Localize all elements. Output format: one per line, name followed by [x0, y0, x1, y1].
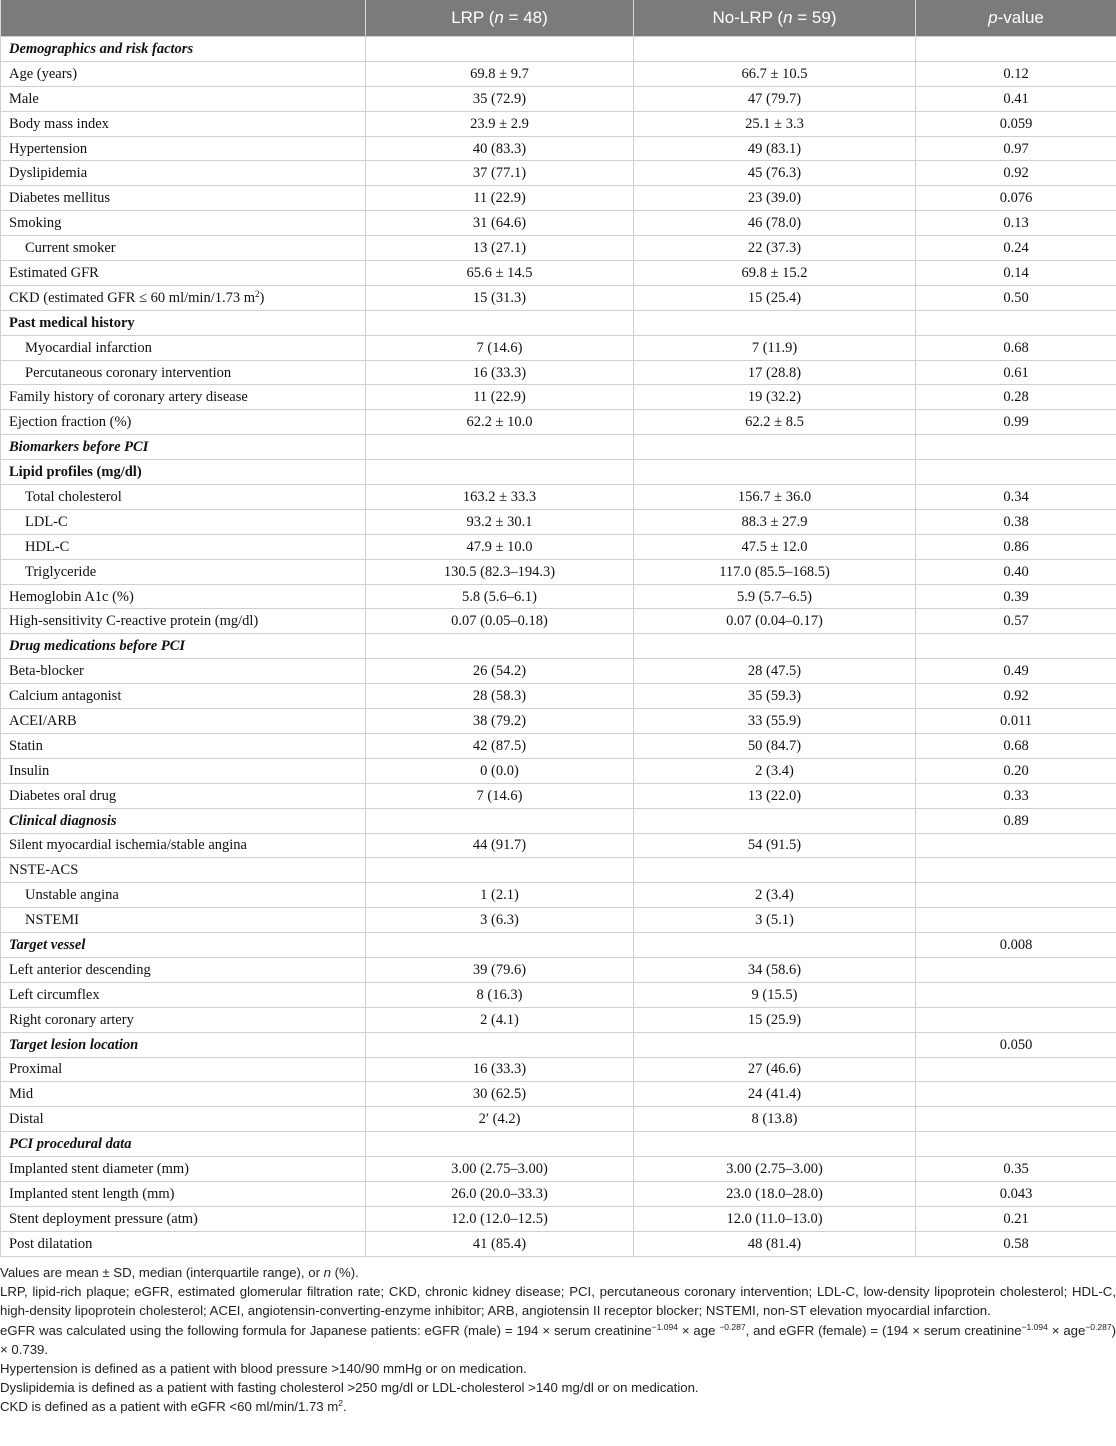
table-row — [1, 236, 1116, 261]
no-lrp-value — [634, 1132, 916, 1157]
lrp-value — [366, 808, 634, 833]
lrp-value: 11 (22.9) — [366, 186, 634, 211]
row-label: Stent deployment pressure (atm) — [1, 1206, 366, 1231]
lrp-value: 2′ (4.2) — [366, 1107, 634, 1132]
no-lrp-value: 9 (15.5) — [634, 982, 916, 1007]
p-value — [916, 310, 1116, 335]
no-lrp-value: 46 (78.0) — [634, 211, 916, 236]
no-lrp-value — [634, 1032, 916, 1057]
no-lrp-value: 3 (5.1) — [634, 908, 916, 933]
no-lrp-value: 8 (13.8) — [634, 1107, 916, 1132]
row-label: HDL-C — [1, 534, 366, 559]
row-label: Drug medications before PCI — [1, 634, 366, 659]
p-value — [916, 1107, 1116, 1132]
p-value: 0.61 — [916, 360, 1116, 385]
table-row — [1, 659, 1116, 684]
row-label: Statin — [1, 733, 366, 758]
table-row — [1, 1206, 1116, 1231]
no-lrp-value: 54 (91.5) — [634, 833, 916, 858]
row-label: Ejection fraction (%) — [1, 410, 366, 435]
row-label: Left circumflex — [1, 982, 366, 1007]
row-label: ACEI/ARB — [1, 709, 366, 734]
row-label: Clinical diagnosis — [1, 808, 366, 833]
lrp-value — [366, 310, 634, 335]
row-label: Distal — [1, 1107, 366, 1132]
lrp-value: 16 (33.3) — [366, 360, 634, 385]
no-lrp-value: 23.0 (18.0–28.0) — [634, 1181, 916, 1206]
lrp-value — [366, 634, 634, 659]
no-lrp-value: 2 (3.4) — [634, 758, 916, 783]
row-label: Age (years) — [1, 61, 366, 86]
row-label: Male — [1, 86, 366, 111]
header-variable — [1, 0, 366, 37]
footnote-dyslipidemia: Dyslipidemia is defined as a patient with fasting cholesterol >250 mg/dl or LDL-cholesterol >140 mg/dl or on medication. — [0, 1380, 699, 1396]
header-no-lrp: No-LRP (n = 59) — [634, 0, 916, 37]
row-label: Current smoker — [1, 236, 366, 261]
p-value: 0.39 — [916, 584, 1116, 609]
table-row — [1, 1007, 1116, 1032]
table-row — [1, 1157, 1116, 1182]
footnote-hypertension: Hypertension is defined as a patient with blood pressure >140/90 mmHg or on medication. — [0, 1361, 527, 1377]
row-label: PCI procedural data — [1, 1132, 366, 1157]
p-value — [916, 957, 1116, 982]
no-lrp-value: 24 (41.4) — [634, 1082, 916, 1107]
no-lrp-value: 3.00 (2.75–3.00) — [634, 1157, 916, 1182]
section-header-row — [1, 435, 1116, 460]
table-row — [1, 858, 1116, 883]
lrp-value: 11 (22.9) — [366, 385, 634, 410]
lrp-value: 3.00 (2.75–3.00) — [366, 1157, 634, 1182]
p-value — [916, 982, 1116, 1007]
no-lrp-value: 33 (55.9) — [634, 709, 916, 734]
table-row — [1, 1231, 1116, 1256]
row-label: Mid — [1, 1082, 366, 1107]
table-row — [1, 360, 1116, 385]
lrp-value: 39 (79.6) — [366, 957, 634, 982]
lrp-value: 35 (72.9) — [366, 86, 634, 111]
lrp-value — [366, 37, 634, 62]
p-value: 0.24 — [916, 236, 1116, 261]
table-row — [1, 111, 1116, 136]
row-label: Implanted stent diameter (mm) — [1, 1157, 366, 1182]
p-value: 0.57 — [916, 609, 1116, 634]
no-lrp-value: 88.3 ± 27.9 — [634, 509, 916, 534]
no-lrp-value: 50 (84.7) — [634, 733, 916, 758]
no-lrp-value: 12.0 (11.0–13.0) — [634, 1206, 916, 1231]
p-value: 0.50 — [916, 285, 1116, 310]
footnote-abbreviations: LRP, lipid-rich plaque; eGFR, estimated glomerular filtration rate; CKD, chronic kidney disease; PCI, percutaneous coronary intervention; LDL-C, low-density lipoprotein cholesterol; HDL-C, high-density lipoprotein cholesterol; ACEI, angiotensin-converting-enzyme inhibitor; ARB, angiotensin II receptor blocker; NSTEMI, non-ST elevation myocardial infarction. — [0, 1284, 1116, 1319]
p-value: 0.86 — [916, 534, 1116, 559]
lrp-value: 16 (33.3) — [366, 1057, 634, 1082]
row-label: Post dilatation — [1, 1231, 366, 1256]
p-value — [916, 883, 1116, 908]
p-value: 0.99 — [916, 410, 1116, 435]
footnote-values: Values are mean ± SD, median (interquartile range), or n (%). — [0, 1265, 359, 1280]
table-row — [1, 783, 1116, 808]
row-label: Biomarkers before PCI — [1, 435, 366, 460]
table-row — [1, 609, 1116, 634]
section-header-row — [1, 808, 1116, 833]
table-row — [1, 161, 1116, 186]
table-row — [1, 833, 1116, 858]
table-row — [1, 534, 1116, 559]
lrp-value: 26 (54.2) — [366, 659, 634, 684]
no-lrp-value: 0.07 (0.04–0.17) — [634, 609, 916, 634]
p-value: 0.33 — [916, 783, 1116, 808]
row-label: Beta-blocker — [1, 659, 366, 684]
no-lrp-value: 15 (25.9) — [634, 1007, 916, 1032]
lrp-value: 0 (0.0) — [366, 758, 634, 783]
no-lrp-value: 69.8 ± 15.2 — [634, 261, 916, 286]
row-label: Family history of coronary artery disease — [1, 385, 366, 410]
section-header-row — [1, 1132, 1116, 1157]
p-value: 0.92 — [916, 161, 1116, 186]
lrp-value: 38 (79.2) — [366, 709, 634, 734]
no-lrp-value: 47.5 ± 12.0 — [634, 534, 916, 559]
no-lrp-value: 2 (3.4) — [634, 883, 916, 908]
lrp-value — [366, 1032, 634, 1057]
table-row — [1, 559, 1116, 584]
no-lrp-value — [634, 634, 916, 659]
p-value: 0.35 — [916, 1157, 1116, 1182]
section-header-row — [1, 933, 1116, 958]
p-value: 0.68 — [916, 335, 1116, 360]
row-label: Demographics and risk factors — [1, 37, 366, 62]
lrp-value: 93.2 ± 30.1 — [366, 509, 634, 534]
row-label: Total cholesterol — [1, 485, 366, 510]
row-label: Myocardial infarction — [1, 335, 366, 360]
no-lrp-value — [634, 310, 916, 335]
no-lrp-value: 35 (59.3) — [634, 684, 916, 709]
lrp-value: 40 (83.3) — [366, 136, 634, 161]
lrp-value: 130.5 (82.3–194.3) — [366, 559, 634, 584]
row-label: Target vessel — [1, 933, 366, 958]
p-value: 0.21 — [916, 1206, 1116, 1231]
lrp-value: 13 (27.1) — [366, 236, 634, 261]
lrp-value: 1 (2.1) — [366, 883, 634, 908]
table-row — [1, 1082, 1116, 1107]
row-label: NSTE-ACS — [1, 858, 366, 883]
row-label: Diabetes oral drug — [1, 783, 366, 808]
row-label: Hypertension — [1, 136, 366, 161]
p-value: 0.059 — [916, 111, 1116, 136]
table-row — [1, 1181, 1116, 1206]
row-label: NSTEMI — [1, 908, 366, 933]
p-value — [916, 858, 1116, 883]
section-header-row — [1, 634, 1116, 659]
row-label: High-sensitivity C-reactive protein (mg/dl) — [1, 609, 366, 634]
p-value: 0.20 — [916, 758, 1116, 783]
lrp-value: 5.8 (5.6–6.1) — [366, 584, 634, 609]
p-value — [916, 1007, 1116, 1032]
p-value: 0.050 — [916, 1032, 1116, 1057]
section-header-row — [1, 37, 1116, 62]
p-value — [916, 435, 1116, 460]
p-value: 0.008 — [916, 933, 1116, 958]
table-row — [1, 261, 1116, 286]
row-label: Smoking — [1, 211, 366, 236]
footnote-ckd: CKD is defined as a patient with eGFR <60 ml/min/1.73 $m^2$. — [0, 1398, 347, 1415]
table-row — [1, 733, 1116, 758]
p-value: 0.58 — [916, 1231, 1116, 1256]
table-footnotes — [0, 1263, 1116, 1417]
row-label: Dyslipidemia — [1, 161, 366, 186]
row-label: Implanted stent length (mm) — [1, 1181, 366, 1206]
no-lrp-value: 15 (25.4) — [634, 285, 916, 310]
table-body — [1, 37, 1116, 1257]
row-label: Estimated GFR — [1, 261, 366, 286]
p-value — [916, 37, 1116, 62]
no-lrp-value: 27 (46.6) — [634, 1057, 916, 1082]
lrp-value: 47.9 ± 10.0 — [366, 534, 634, 559]
no-lrp-value: 28 (47.5) — [634, 659, 916, 684]
row-label: Left anterior descending — [1, 957, 366, 982]
lrp-value: 62.2 ± 10.0 — [366, 410, 634, 435]
row-label: Triglyceride — [1, 559, 366, 584]
no-lrp-value: 5.9 (5.7–6.5) — [634, 584, 916, 609]
no-lrp-value — [634, 37, 916, 62]
lrp-value: 12.0 (12.0–12.5) — [366, 1206, 634, 1231]
no-lrp-value: 62.2 ± 8.5 — [634, 410, 916, 435]
lrp-value: 30 (62.5) — [366, 1082, 634, 1107]
p-value: 0.14 — [916, 261, 1116, 286]
no-lrp-value: 47 (79.7) — [634, 86, 916, 111]
row-label: Target lesion location — [1, 1032, 366, 1057]
row-label: LDL-C — [1, 509, 366, 534]
table-row — [1, 883, 1116, 908]
no-lrp-value: 19 (32.2) — [634, 385, 916, 410]
table-row — [1, 285, 1116, 310]
lrp-value: 28 (58.3) — [366, 684, 634, 709]
lrp-value: 3 (6.3) — [366, 908, 634, 933]
section-header-row — [1, 1032, 1116, 1057]
subsection-header-row — [1, 310, 1116, 335]
row-label: Past medical history — [1, 310, 366, 335]
no-lrp-value: 13 (22.0) — [634, 783, 916, 808]
row-label: Hemoglobin A1c (%) — [1, 584, 366, 609]
row-label: Lipid profiles (mg/dl) — [1, 460, 366, 485]
table-row — [1, 186, 1116, 211]
row-label: Silent myocardial ischemia/stable angina — [1, 833, 366, 858]
table-row — [1, 485, 1116, 510]
lrp-value: 26.0 (20.0–33.3) — [366, 1181, 634, 1206]
p-value: 0.97 — [916, 136, 1116, 161]
lrp-value — [366, 933, 634, 958]
p-value: 0.076 — [916, 186, 1116, 211]
table-row — [1, 136, 1116, 161]
no-lrp-value — [634, 460, 916, 485]
lrp-value: 8 (16.3) — [366, 982, 634, 1007]
lrp-value: 31 (64.6) — [366, 211, 634, 236]
table-row — [1, 410, 1116, 435]
row-label: Proximal — [1, 1057, 366, 1082]
table-row — [1, 385, 1116, 410]
lrp-value: 44 (91.7) — [366, 833, 634, 858]
no-lrp-value — [634, 858, 916, 883]
row-label: Percutaneous coronary intervention — [1, 360, 366, 385]
p-value — [916, 1132, 1116, 1157]
p-value — [916, 634, 1116, 659]
lrp-value: 2 (4.1) — [366, 1007, 634, 1032]
header-lrp: LRP (n = 48) — [366, 0, 634, 37]
p-value: 0.41 — [916, 86, 1116, 111]
no-lrp-value: 117.0 (85.5–168.5) — [634, 559, 916, 584]
lrp-value: 7 (14.6) — [366, 783, 634, 808]
p-value: 0.12 — [916, 61, 1116, 86]
p-value: 0.49 — [916, 659, 1116, 684]
lrp-value: 7 (14.6) — [366, 335, 634, 360]
table-row — [1, 982, 1116, 1007]
lrp-value: 23.9 ± 2.9 — [366, 111, 634, 136]
no-lrp-value — [634, 933, 916, 958]
p-value: 0.28 — [916, 385, 1116, 410]
header-p-value: p-value — [916, 0, 1116, 37]
no-lrp-value: 25.1 ± 3.3 — [634, 111, 916, 136]
no-lrp-value: 45 (76.3) — [634, 161, 916, 186]
p-value: 0.40 — [916, 559, 1116, 584]
lrp-value: 163.2 ± 33.3 — [366, 485, 634, 510]
row-label: Unstable angina — [1, 883, 366, 908]
row-label: Right coronary artery — [1, 1007, 366, 1032]
lrp-value — [366, 1132, 634, 1157]
no-lrp-value — [634, 435, 916, 460]
lrp-value: 37 (77.1) — [366, 161, 634, 186]
table-row — [1, 908, 1116, 933]
table-row — [1, 86, 1116, 111]
p-value — [916, 460, 1116, 485]
row-label: Insulin — [1, 758, 366, 783]
no-lrp-value: 17 (28.8) — [634, 360, 916, 385]
table-row — [1, 61, 1116, 86]
p-value: 0.011 — [916, 709, 1116, 734]
p-value: 0.38 — [916, 509, 1116, 534]
lrp-value: 69.8 ± 9.7 — [366, 61, 634, 86]
no-lrp-value: 7 (11.9) — [634, 335, 916, 360]
lrp-value: 42 (87.5) — [366, 733, 634, 758]
p-value — [916, 1057, 1116, 1082]
footnote-egfr-formula: eGFR was calculated using the following formula for Japanese patients: eGFR (male) = 194 × serum creatinine$^{-1.094}$ × age $^{-0.287}$, and eGFR (female) = (194 × serum creatinine$^{-1.094}$ × age$^{-0.287}$) × 0.739. — [0, 1321, 1116, 1357]
lrp-value: 15 (31.3) — [366, 285, 634, 310]
p-value — [916, 833, 1116, 858]
table-row — [1, 509, 1116, 534]
p-value — [916, 908, 1116, 933]
p-value: 0.13 — [916, 211, 1116, 236]
p-value: 0.34 — [916, 485, 1116, 510]
lrp-value — [366, 460, 634, 485]
table-row — [1, 758, 1116, 783]
row-label: Body mass index — [1, 111, 366, 136]
row-label: CKD (estimated GFR ≤ 60 ml/min/1.73 $m^2$) — [1, 285, 366, 310]
no-lrp-value: 48 (81.4) — [634, 1231, 916, 1256]
table-header-row — [1, 0, 1116, 37]
p-value: 0.68 — [916, 733, 1116, 758]
no-lrp-value: 66.7 ± 10.5 — [634, 61, 916, 86]
p-value: 0.92 — [916, 684, 1116, 709]
lrp-value: 0.07 (0.05–0.18) — [366, 609, 634, 634]
no-lrp-value: 49 (83.1) — [634, 136, 916, 161]
table-row — [1, 584, 1116, 609]
table-row — [1, 335, 1116, 360]
subsection-header-row — [1, 460, 1116, 485]
table-row — [1, 1057, 1116, 1082]
p-value — [916, 1082, 1116, 1107]
no-lrp-value: 34 (58.6) — [634, 957, 916, 982]
lrp-value — [366, 858, 634, 883]
row-label: Calcium antagonist — [1, 684, 366, 709]
no-lrp-value: 156.7 ± 36.0 — [634, 485, 916, 510]
table-row — [1, 211, 1116, 236]
table-row — [1, 1107, 1116, 1132]
no-lrp-value: 22 (37.3) — [634, 236, 916, 261]
no-lrp-value: 23 (39.0) — [634, 186, 916, 211]
row-label: Diabetes mellitus — [1, 186, 366, 211]
table-row — [1, 684, 1116, 709]
p-value: 0.043 — [916, 1181, 1116, 1206]
lrp-value: 41 (85.4) — [366, 1231, 634, 1256]
p-value: 0.89 — [916, 808, 1116, 833]
lrp-value: 65.6 ± 14.5 — [366, 261, 634, 286]
lrp-value — [366, 435, 634, 460]
table-row — [1, 957, 1116, 982]
no-lrp-value — [634, 808, 916, 833]
table-row — [1, 709, 1116, 734]
